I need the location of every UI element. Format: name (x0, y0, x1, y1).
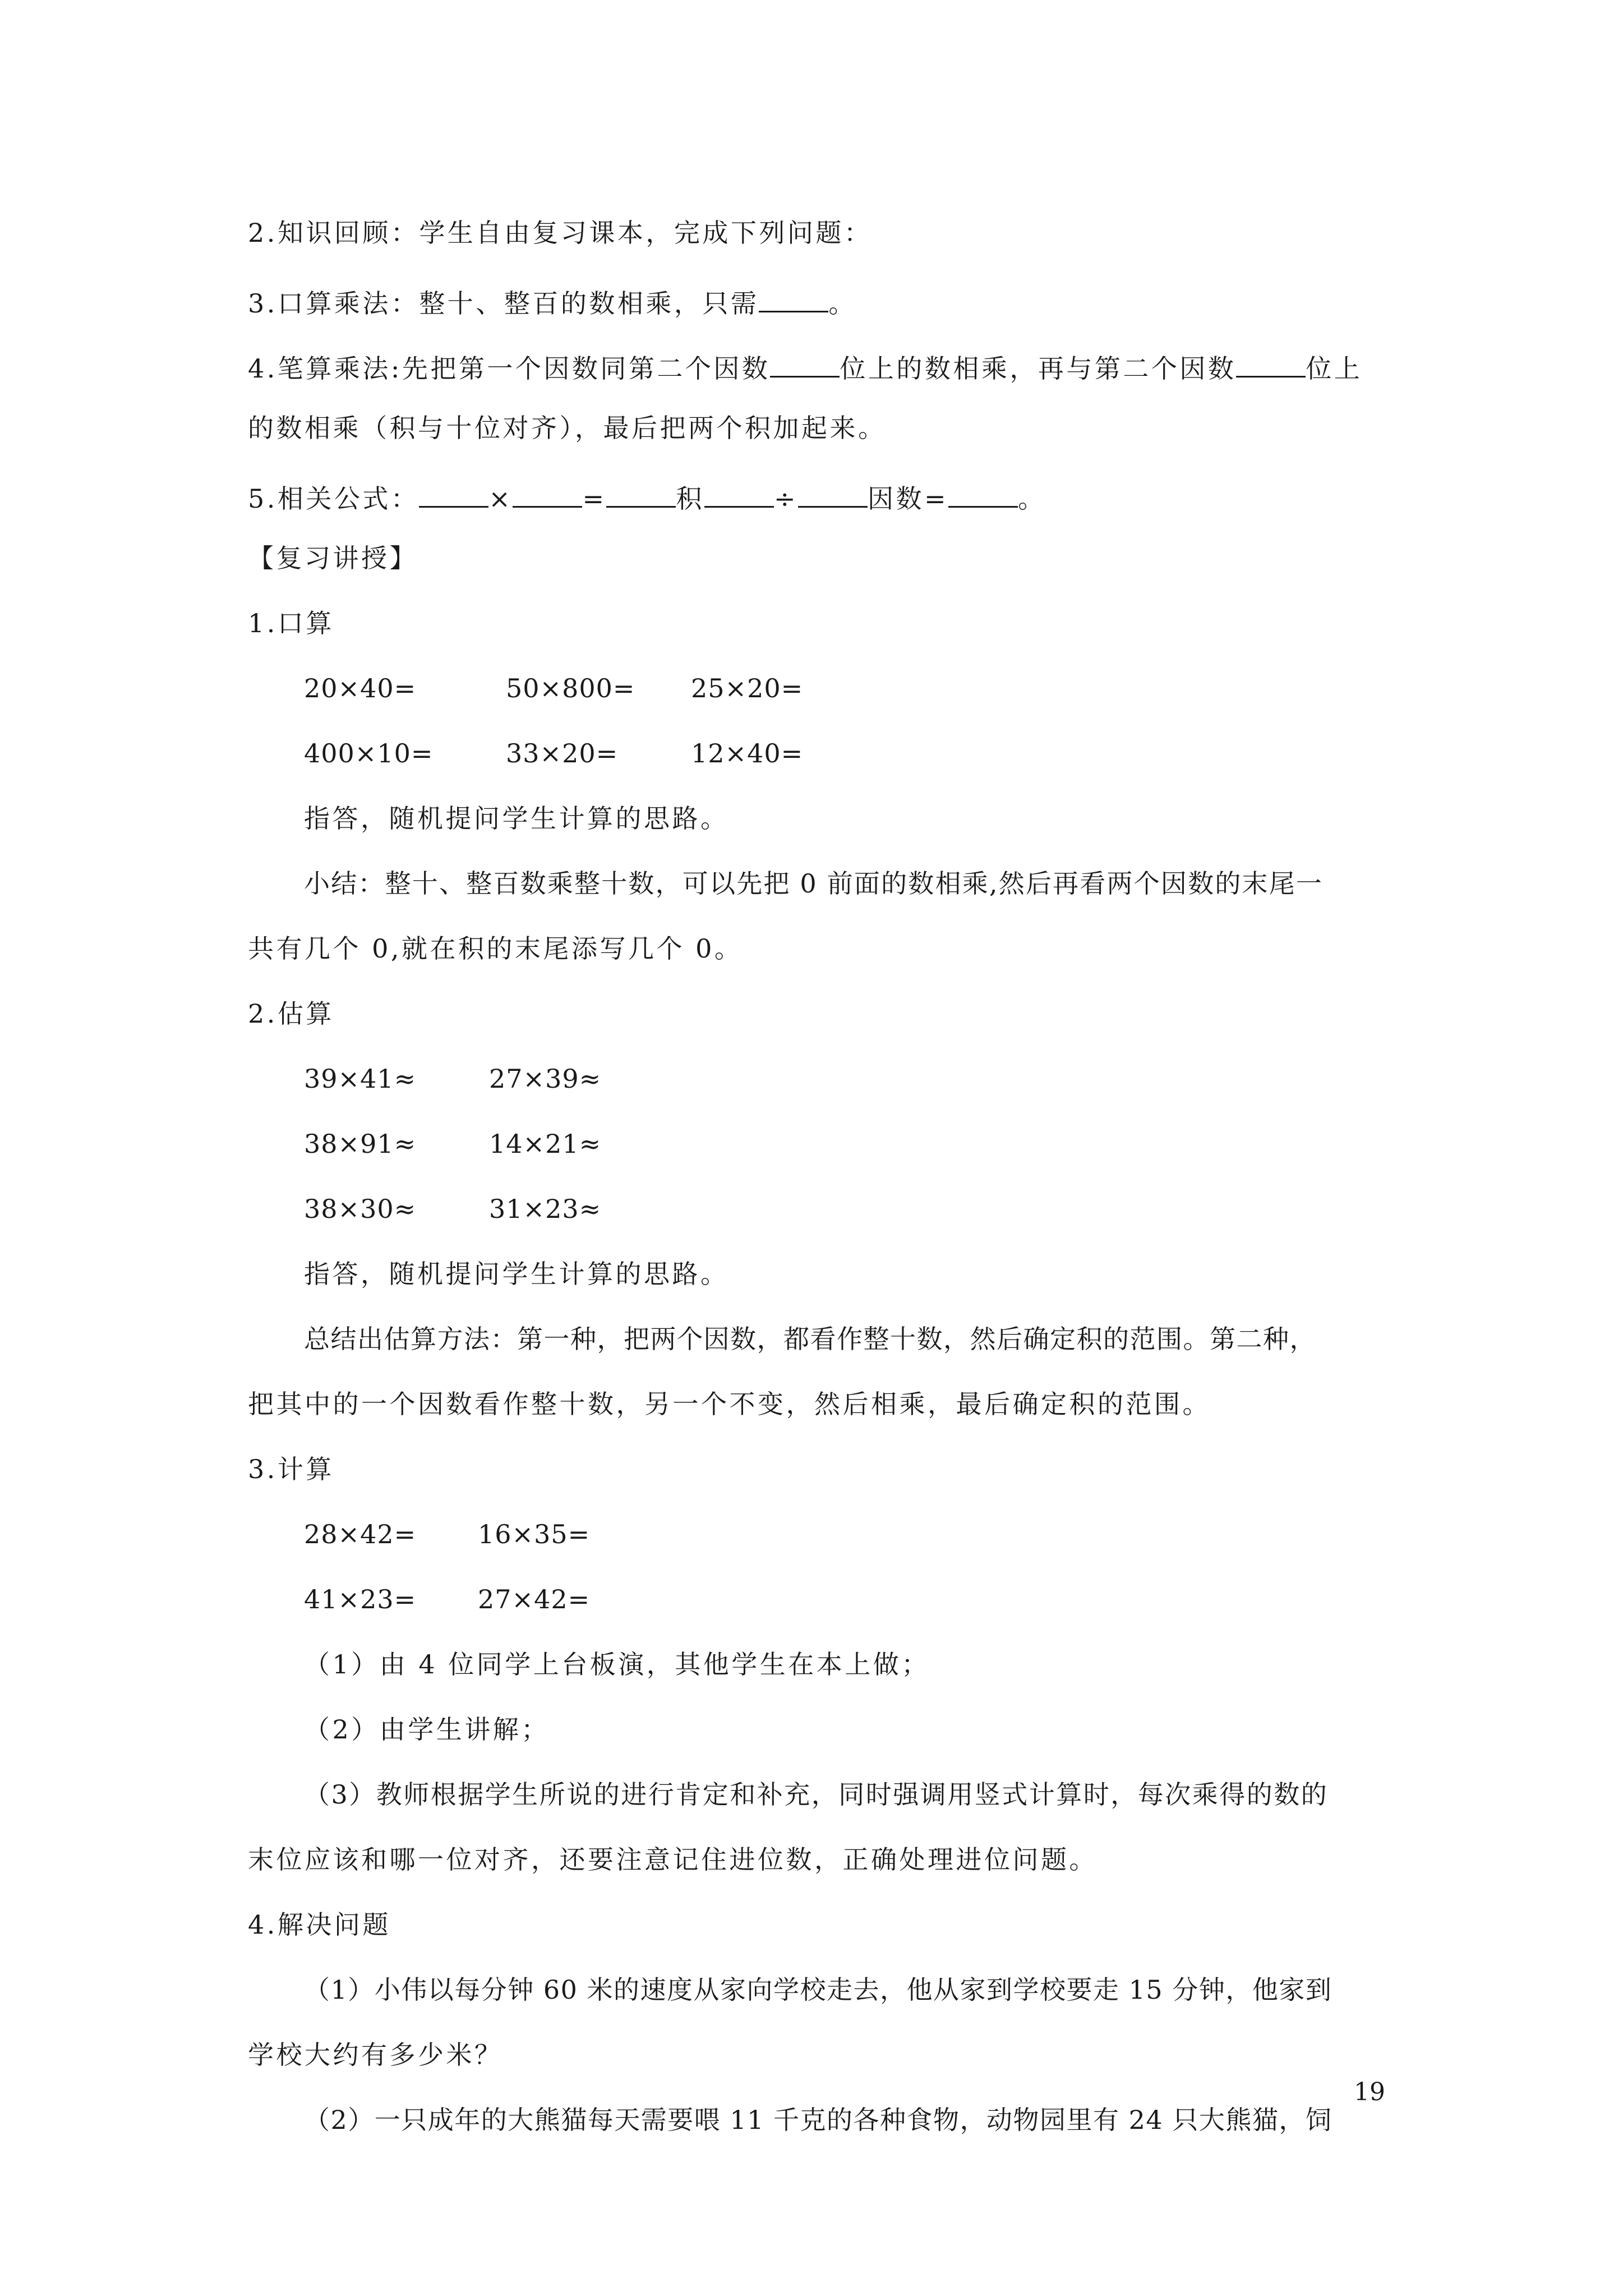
text: × (488, 484, 513, 514)
blank (1236, 350, 1306, 378)
math-expression: 14×21≈ (489, 1129, 602, 1159)
text: 位上的数相乘，再与第二个因数 (840, 353, 1237, 384)
math-expression: 27×39≈ (489, 1064, 602, 1094)
item-4-title: 4.解决问题 (248, 1910, 391, 1940)
formula-line (248, 480, 1375, 512)
math-expression: 41×23= (304, 1584, 417, 1614)
review-intro: 2.知识回顾：学生自由复习课本，完成下列问题： (248, 218, 873, 248)
text: 。 (1018, 484, 1046, 514)
written-multiplication-line (248, 350, 1375, 384)
item-2-title: 2.估算 (248, 999, 334, 1029)
paragraph: （2）一只成年的大熊猫每天需要喂 11 千克的各种食物，动物园里有 24 只大熊猫，饲 (304, 2105, 1332, 2135)
paragraph: 末位应该和哪一位对齐，还要注意记住进位数，正确处理进位问题。 (248, 1844, 1098, 1875)
text: 3.口算乘法：整十、整百的数相乘，只需 (248, 288, 759, 319)
blank (606, 480, 676, 508)
paragraph: （1）由 4 位同学上台板演，其他学生在本上做； (304, 1649, 930, 1680)
math-expression: 31×23≈ (489, 1194, 602, 1224)
math-expression: 20×40= (304, 673, 417, 703)
paragraph: 学校大约有多少米？ (248, 2040, 503, 2070)
math-expression: 38×91≈ (304, 1129, 417, 1159)
text: 位上 (1306, 353, 1363, 384)
paragraph: （3）教师根据学生所说的进行肯定和补充，同时强调用竖式计算时，每次乘得的数的 (304, 1779, 1329, 1810)
text: 因数= (868, 484, 949, 514)
paragraph: 指答，随机提问学生计算的思路。 (304, 1259, 729, 1289)
paragraph: 共有几个 0,就在积的末尾添写几个 0。 (248, 933, 743, 964)
math-expression: 12×40= (691, 738, 804, 769)
written-multiplication-cont: 的数相乘（积与十位对齐），最后把两个积加起来。 (248, 413, 887, 443)
text: = (582, 484, 607, 514)
math-expression: 39×41≈ (304, 1064, 417, 1094)
blank (759, 285, 828, 312)
item-3-title: 3.计算 (248, 1454, 334, 1484)
math-expression: 25×20= (691, 673, 804, 703)
blank (798, 480, 868, 508)
paragraph: 指答，随机提问学生计算的思路。 (304, 803, 729, 834)
text: 5.相关公式： (248, 484, 419, 514)
blank (704, 480, 774, 508)
math-expression: 28×42= (304, 1519, 417, 1549)
blank (419, 480, 488, 508)
math-expression: 400×10= (304, 738, 434, 769)
blank (513, 480, 582, 508)
paragraph: 总结出估算方法：第一种，把两个因数，都看作整十数，然后确定积的范围。第二种， (304, 1324, 1316, 1354)
blank (948, 480, 1018, 508)
math-expression: 33×20= (506, 738, 619, 769)
math-expression: 27×42= (478, 1584, 591, 1614)
text: ÷ (773, 484, 799, 514)
math-expression: 16×35= (478, 1519, 591, 1549)
section-heading: 【复习讲授】 (248, 543, 418, 573)
math-expression: 50×800= (506, 673, 635, 703)
text: 。 (828, 288, 857, 319)
math-expression: 38×30≈ (304, 1194, 417, 1224)
blank (770, 350, 840, 378)
page-number: 19 (1354, 2078, 1385, 2106)
paragraph: （2）由学生讲解； (304, 1714, 550, 1745)
text: 积 (676, 484, 704, 514)
mental-multiplication-line (248, 285, 1375, 319)
paragraph: 小结：整十、整百数乘整十数，可以先把 0 前面的数相乘,然后再看两个因数的末尾一 (304, 868, 1324, 899)
text: 4.笔算乘法:先把第一个因数同第二个因数 (248, 353, 771, 384)
paragraph: （1）小伟以每分钟 60 米的速度从家向学校走去，他从家到学校要走 15 分钟，他家到 (304, 1975, 1332, 2005)
item-1-title: 1.口算 (248, 608, 334, 638)
paragraph: 把其中的一个因数看作整十数，另一个不变，然后相乘，最后确定积的范围。 (248, 1389, 1211, 1419)
